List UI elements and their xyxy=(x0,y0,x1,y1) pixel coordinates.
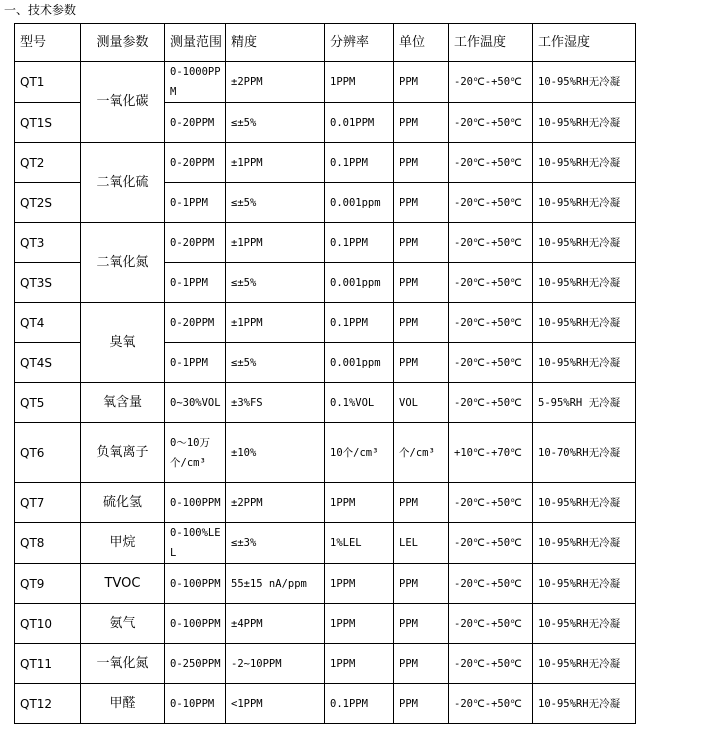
resolution-cell: 1PPM xyxy=(325,604,394,644)
temp-cell: -20℃-+50℃ xyxy=(449,263,533,303)
accuracy-cell: ±4PPM xyxy=(226,604,325,644)
param-cell: 硫化氢 xyxy=(81,483,165,523)
model-cell: QT11 xyxy=(15,644,81,684)
unit-cell: PPM xyxy=(394,303,449,343)
model-cell: QT2 xyxy=(15,143,81,183)
accuracy-cell: ≤±5% xyxy=(226,263,325,303)
unit-cell: PPM xyxy=(394,644,449,684)
resolution-cell: 1PPM xyxy=(325,564,394,604)
table-row xyxy=(15,604,636,644)
section-title: 一、技术参数 xyxy=(4,3,77,17)
model-cell: QT9 xyxy=(15,564,81,604)
resolution-cell: 0.001ppm xyxy=(325,183,394,223)
resolution-cell: 0.01PPM xyxy=(325,103,394,143)
header-temp: 工作温度 xyxy=(449,24,533,62)
accuracy-cell: ±3%FS xyxy=(226,383,325,423)
header-accuracy: 精度 xyxy=(226,24,325,62)
range-cell: 0-100PPM xyxy=(165,604,226,644)
param-cell: 氨气 xyxy=(81,604,165,644)
header-humidity: 工作湿度 xyxy=(533,24,636,62)
param-cell: 负氧离子 xyxy=(81,423,165,483)
unit-cell: PPM xyxy=(394,223,449,263)
header-model: 型号 xyxy=(15,24,81,62)
temp-cell: -20℃-+50℃ xyxy=(449,523,533,564)
accuracy-cell: -2~10PPM xyxy=(226,644,325,684)
range-cell: 0-1000PPM xyxy=(165,62,226,103)
range-cell: 0-250PPM xyxy=(165,644,226,684)
temp-cell: -20℃-+50℃ xyxy=(449,183,533,223)
resolution-cell: 0.1%VOL xyxy=(325,383,394,423)
accuracy-cell: ±2PPM xyxy=(226,483,325,523)
unit-cell: PPM xyxy=(394,183,449,223)
temp-cell: -20℃-+50℃ xyxy=(449,343,533,383)
resolution-cell: 0.1PPM xyxy=(325,684,394,724)
param-cell: 二氧化硫 xyxy=(81,143,165,223)
range-cell: 0-20PPM xyxy=(165,223,226,263)
unit-cell: PPM xyxy=(394,604,449,644)
humidity-cell: 10-95%RH无冷凝 xyxy=(533,684,636,724)
resolution-cell: 1PPM xyxy=(325,62,394,103)
resolution-cell: 1%LEL xyxy=(325,523,394,564)
unit-cell: VOL xyxy=(394,383,449,423)
temp-cell: -20℃-+50℃ xyxy=(449,223,533,263)
humidity-cell: 10-95%RH无冷凝 xyxy=(533,303,636,343)
accuracy-cell: ≤±5% xyxy=(226,343,325,383)
accuracy-cell: ±1PPM xyxy=(226,223,325,263)
unit-cell: LEL xyxy=(394,523,449,564)
accuracy-cell: ±1PPM xyxy=(226,303,325,343)
model-cell: QT12 xyxy=(15,684,81,724)
header-unit: 单位 xyxy=(394,24,449,62)
humidity-cell: 10-95%RH无冷凝 xyxy=(533,263,636,303)
table-row xyxy=(15,483,636,523)
model-cell: QT1 xyxy=(15,62,81,103)
table-row xyxy=(15,383,636,423)
humidity-cell: 10-70%RH无冷凝 xyxy=(533,423,636,483)
model-cell: QT8 xyxy=(15,523,81,564)
accuracy-cell: ±2PPM xyxy=(226,62,325,103)
range-cell: 0-20PPM xyxy=(165,143,226,183)
range-cell: 0-20PPM xyxy=(165,303,226,343)
param-cell: 一氧化碳 xyxy=(81,62,165,143)
accuracy-cell: ≤±5% xyxy=(226,183,325,223)
humidity-cell: 10-95%RH无冷凝 xyxy=(533,644,636,684)
humidity-cell: 10-95%RH无冷凝 xyxy=(533,143,636,183)
resolution-cell: 0.001ppm xyxy=(325,263,394,303)
temp-cell: -20℃-+50℃ xyxy=(449,383,533,423)
param-cell: 甲醛 xyxy=(81,684,165,724)
temp-cell: -20℃-+50℃ xyxy=(449,483,533,523)
range-cell: 0~30%VOL xyxy=(165,383,226,423)
header-row xyxy=(15,24,636,62)
resolution-cell: 1PPM xyxy=(325,644,394,684)
unit-cell: PPM xyxy=(394,62,449,103)
unit-cell: PPM xyxy=(394,483,449,523)
temp-cell: -20℃-+50℃ xyxy=(449,604,533,644)
temp-cell: -20℃-+50℃ xyxy=(449,684,533,724)
header-resolution: 分辨率 xyxy=(325,24,394,62)
humidity-cell: 5-95%RH 无冷凝 xyxy=(533,383,636,423)
accuracy-cell: ±1PPM xyxy=(226,143,325,183)
resolution-cell: 0.1PPM xyxy=(325,223,394,263)
humidity-cell: 10-95%RH无冷凝 xyxy=(533,103,636,143)
model-cell: QT3S xyxy=(15,263,81,303)
header-range: 测量范围 xyxy=(165,24,226,62)
unit-cell: PPM xyxy=(394,263,449,303)
humidity-cell: 10-95%RH无冷凝 xyxy=(533,183,636,223)
range-cell: 0-10PPM xyxy=(165,684,226,724)
range-cell: 0-100%LEL xyxy=(165,523,226,564)
param-cell: TVOC xyxy=(81,564,165,604)
model-cell: QT10 xyxy=(15,604,81,644)
model-cell: QT2S xyxy=(15,183,81,223)
header-param: 测量参数 xyxy=(81,24,165,62)
temp-cell: -20℃-+50℃ xyxy=(449,644,533,684)
range-cell: 0-100PPM xyxy=(165,483,226,523)
table-row xyxy=(15,143,636,183)
accuracy-cell: 55±15 nA/ppm xyxy=(226,564,325,604)
param-cell: 氧含量 xyxy=(81,383,165,423)
resolution-cell: 0.001ppm xyxy=(325,343,394,383)
unit-cell: PPM xyxy=(394,684,449,724)
model-cell: QT4 xyxy=(15,303,81,343)
model-cell: QT7 xyxy=(15,483,81,523)
humidity-cell: 10-95%RH无冷凝 xyxy=(533,523,636,564)
resolution-cell: 0.1PPM xyxy=(325,143,394,183)
model-cell: QT4S xyxy=(15,343,81,383)
unit-cell: 个/cm³ xyxy=(394,423,449,483)
model-cell: QT6 xyxy=(15,423,81,483)
range-cell: 0-1PPM xyxy=(165,263,226,303)
temp-cell: -20℃-+50℃ xyxy=(449,62,533,103)
unit-cell: PPM xyxy=(394,564,449,604)
humidity-cell: 10-95%RH无冷凝 xyxy=(533,564,636,604)
param-cell: 臭氧 xyxy=(81,303,165,383)
range-cell: 0-100PPM xyxy=(165,564,226,604)
temp-cell: -20℃-+50℃ xyxy=(449,143,533,183)
unit-cell: PPM xyxy=(394,103,449,143)
range-cell: 0-1PPM xyxy=(165,343,226,383)
range-cell: 0-20PPM xyxy=(165,103,226,143)
range-cell: 0～10万 个/cm³ xyxy=(165,423,226,483)
table-row xyxy=(15,523,636,564)
unit-cell: PPM xyxy=(394,143,449,183)
table-row xyxy=(15,223,636,263)
table-row xyxy=(15,644,636,684)
param-cell: 甲烷 xyxy=(81,523,165,564)
resolution-cell: 1PPM xyxy=(325,483,394,523)
resolution-cell: 0.1PPM xyxy=(325,303,394,343)
model-cell: QT3 xyxy=(15,223,81,263)
model-cell: QT5 xyxy=(15,383,81,423)
humidity-cell: 10-95%RH无冷凝 xyxy=(533,483,636,523)
accuracy-cell: ≤±3% xyxy=(226,523,325,564)
temp-cell: -20℃-+50℃ xyxy=(449,303,533,343)
humidity-cell: 10-95%RH无冷凝 xyxy=(533,343,636,383)
resolution-cell: 10个/cm³ xyxy=(325,423,394,483)
model-cell: QT1S xyxy=(15,103,81,143)
humidity-cell: 10-95%RH无冷凝 xyxy=(533,604,636,644)
table-row xyxy=(15,62,636,103)
table-row xyxy=(15,564,636,604)
param-cell: 二氧化氮 xyxy=(81,223,165,303)
humidity-cell: 10-95%RH无冷凝 xyxy=(533,223,636,263)
temp-cell: -20℃-+50℃ xyxy=(449,103,533,143)
param-cell: 一氧化氮 xyxy=(81,644,165,684)
unit-cell: PPM xyxy=(394,343,449,383)
table-row xyxy=(15,303,636,343)
table-row xyxy=(15,684,636,724)
spec-table xyxy=(14,23,636,724)
range-cell: 0-1PPM xyxy=(165,183,226,223)
accuracy-cell: <1PPM xyxy=(226,684,325,724)
table-row xyxy=(15,423,636,483)
humidity-cell: 10-95%RH无冷凝 xyxy=(533,62,636,103)
accuracy-cell: ≤±5% xyxy=(226,103,325,143)
accuracy-cell: ±10% xyxy=(226,423,325,483)
temp-cell: -20℃-+50℃ xyxy=(449,564,533,604)
temp-cell: +10℃-+70℃ xyxy=(449,423,533,483)
